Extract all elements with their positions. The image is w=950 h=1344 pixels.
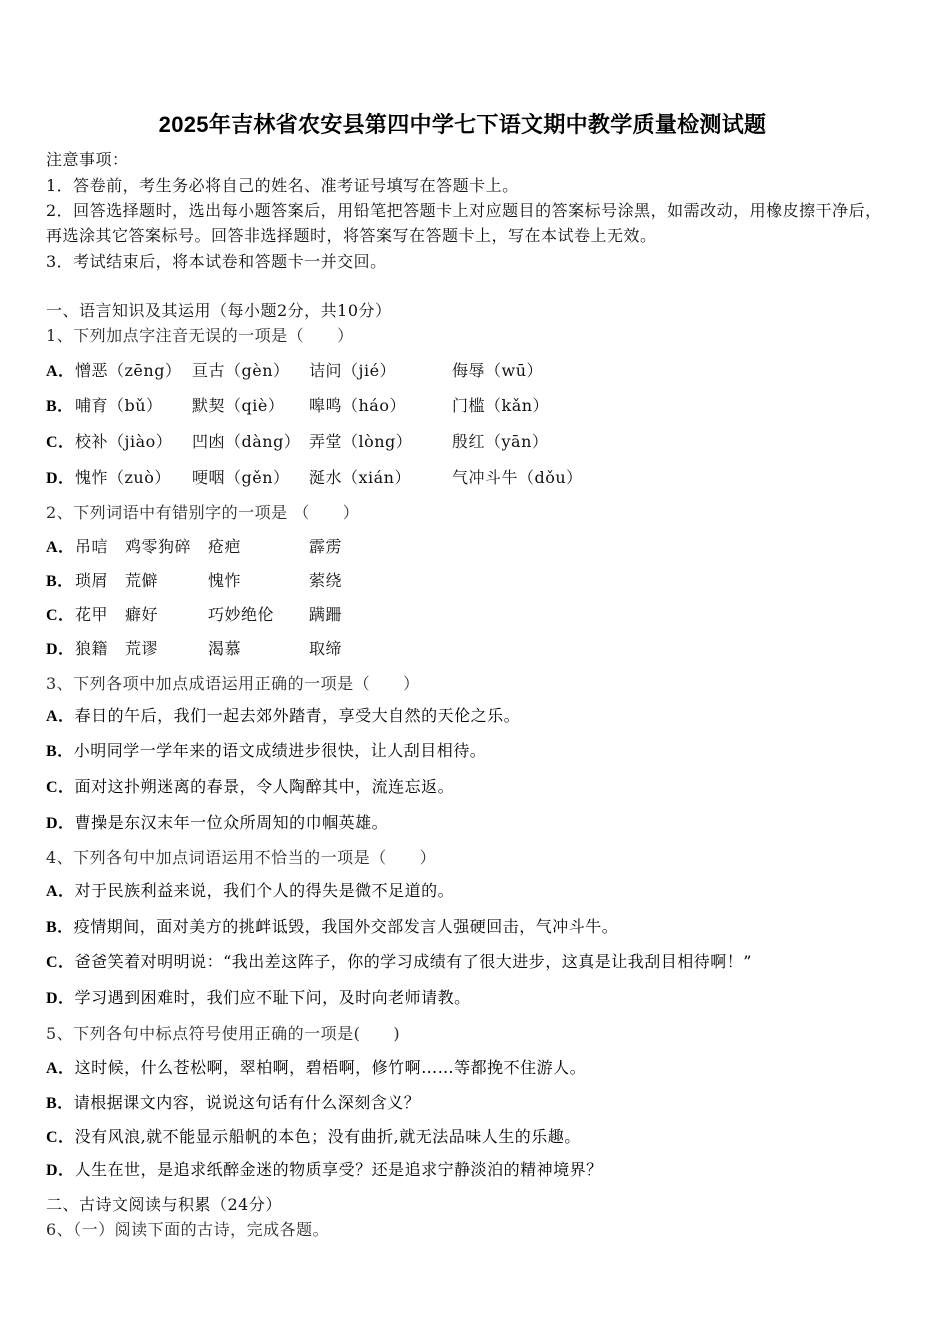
option-label: C． [46,1129,75,1146]
option-item: 狼籍 [75,639,109,658]
page-title: 2025年吉林省农安县第四中学七下语文期中教学质量检测试题 [158,112,767,137]
option-line [46,988,471,1008]
option-line [46,777,454,797]
option-label: A． [46,539,75,556]
option-text: 人生在世，是追求纸醉金迷的物质享受？还是追求宁静淡泊的精神境界？ [74,1160,603,1179]
option-item: 渴慕 [208,639,242,658]
option-item: 诘问（jié） [309,361,397,380]
option-item: 吊唁 [75,537,109,556]
option-line [46,813,388,833]
option-row [46,432,926,452]
option-label: B． [46,573,74,590]
option-text: 爸爸笑着对明明说：“我出差这阵子，你的学习成绩有了很大进步，这真是让我刮目相待啊！” [74,952,752,971]
option-label: C． [46,607,75,624]
option-item: 萦绕 [309,571,343,590]
option-text: 春日的午后，我们一起去郊外踏青，享受大自然的天伦之乐。 [74,706,521,725]
option-item: 门槛（kǎn） [452,396,550,415]
option-item: 校补（jiào） [75,432,173,451]
option-label: B． [46,743,74,760]
option-item: 憎恶（zēng） [75,361,182,380]
option-label: D． [46,990,75,1007]
option-row [46,396,926,416]
option-item: 愧怍（zuò） [75,468,171,487]
section-heading: 一、语言知识及其运用（每小题2分，共10分） [46,301,392,320]
option-item: 癖好 [125,605,159,624]
option-item: 荒谬 [125,639,159,658]
option-item: 涎水（xián） [309,468,411,487]
question-stem: 6、（一）阅读下面的古诗，完成各题。 [46,1220,330,1239]
option-item: 弄堂（lòng） [309,432,413,451]
option-label: D． [46,641,75,658]
option-item: 亘古（gèn） [192,361,290,380]
question-stem: 3、下列各项中加点成语运用正确的一项是（ ） [46,674,420,693]
option-row [46,639,926,659]
notice-line: 3．考试结束后，将本试卷和答题卡一并交回。 [46,252,387,271]
option-item: 哺育（bǔ） [75,396,163,415]
option-item: 哽咽（gěn） [192,468,290,487]
option-label: C． [46,779,75,796]
option-line [46,1127,581,1147]
option-line [46,741,486,761]
option-text: 疫情期间，面对美方的挑衅诋毁，我国外交部发言人强硬回击，气冲斗牛。 [73,917,619,936]
option-row [46,537,926,557]
option-row [46,605,926,625]
notice-line: 2．回答选择题时，选出每小题答案后，用铅笔把答题卡上对应题目的答案标号涂黑，如需改动，用橡皮擦干净后， [46,201,882,220]
option-text: 曹操是东汉末年一位众所周知的巾帼英雄。 [74,813,389,832]
option-item: 琐屑 [75,571,109,590]
option-row [46,468,926,488]
option-item: 荒僻 [125,571,159,590]
option-line [46,706,520,726]
option-item: 巧妙绝伦 [208,605,275,624]
option-line [46,917,618,937]
option-label: C． [46,954,75,971]
option-row [46,571,926,591]
option-item: 花甲 [75,605,109,624]
option-text: 面对这扑朔迷离的春景，令人陶醉其中，流连忘返。 [74,777,455,796]
option-item: 蹒跚 [309,605,343,624]
option-label: A． [46,708,75,725]
option-line [46,1160,603,1180]
option-text: 没有风浪,就不能显示船帆的本色；没有曲折,就无法品味人生的乐趣。 [74,1127,581,1146]
option-label: A． [46,363,75,380]
option-line [46,1093,420,1113]
option-item: 鸡零狗碎 [125,537,192,556]
option-label: B． [46,1095,74,1112]
option-item: 嗥鸣（háo） [309,396,406,415]
option-text: 对于民族利益来说，我们个人的得失是微不足道的。 [74,881,455,900]
option-label: C． [46,434,75,451]
option-item: 疮疤 [208,537,242,556]
option-item: 凹凼（dàng） [192,432,301,451]
option-text: 请根据课文内容，说说这句话有什么深刻含义？ [73,1093,421,1112]
option-item: 霹雳 [309,537,343,556]
option-label: A． [46,883,75,900]
notice-heading: 注意事项： [46,150,129,169]
option-text: 学习遇到困难时，我们应不耻下问，及时向老师请教。 [74,988,471,1007]
option-line [46,1058,586,1078]
option-item: 气冲斗牛（dǒu） [452,468,583,487]
option-label: B． [46,919,74,936]
option-line [46,881,454,901]
question-stem: 5、下列各句中标点符号使用正确的一项是( ) [46,1024,401,1043]
option-item: 殷红（yān） [452,432,549,451]
option-label: B． [46,398,74,415]
option-label: D． [46,470,75,487]
option-text: 小明同学一学年来的语文成绩进步很快，让人刮目相待。 [73,741,487,760]
option-text: 这时候，什么苍松啊，翠柏啊，碧梧啊，修竹啊……等都挽不住游人。 [74,1058,587,1077]
option-row [46,361,926,381]
notice-line: 1．答卷前，考生务必将自己的姓名、准考证号填写在答题卡上。 [46,176,519,195]
option-label: D． [46,1162,75,1179]
option-item: 愧怍 [208,571,242,590]
question-stem: 1、下列加点字注音无误的一项是（ ） [46,326,354,345]
option-item: 取缔 [309,639,343,658]
option-line [46,952,752,972]
option-item: 侮辱（wū） [452,361,544,380]
option-label: D． [46,815,75,832]
notice-line: 再选涂其它答案标号。回答非选择题时，将答案写在答题卡上，写在本试卷上无效。 [46,226,657,245]
question-stem: 2、下列词语中有错别字的一项是 （ ） [46,503,360,522]
question-stem: 4、下列各句中加点词语运用不恰当的一项是（ ） [46,848,437,867]
section-heading: 二、古诗文阅读与积累（24分） [46,1195,282,1214]
option-item: 默契（qiè） [192,396,285,415]
option-label: A． [46,1060,75,1077]
